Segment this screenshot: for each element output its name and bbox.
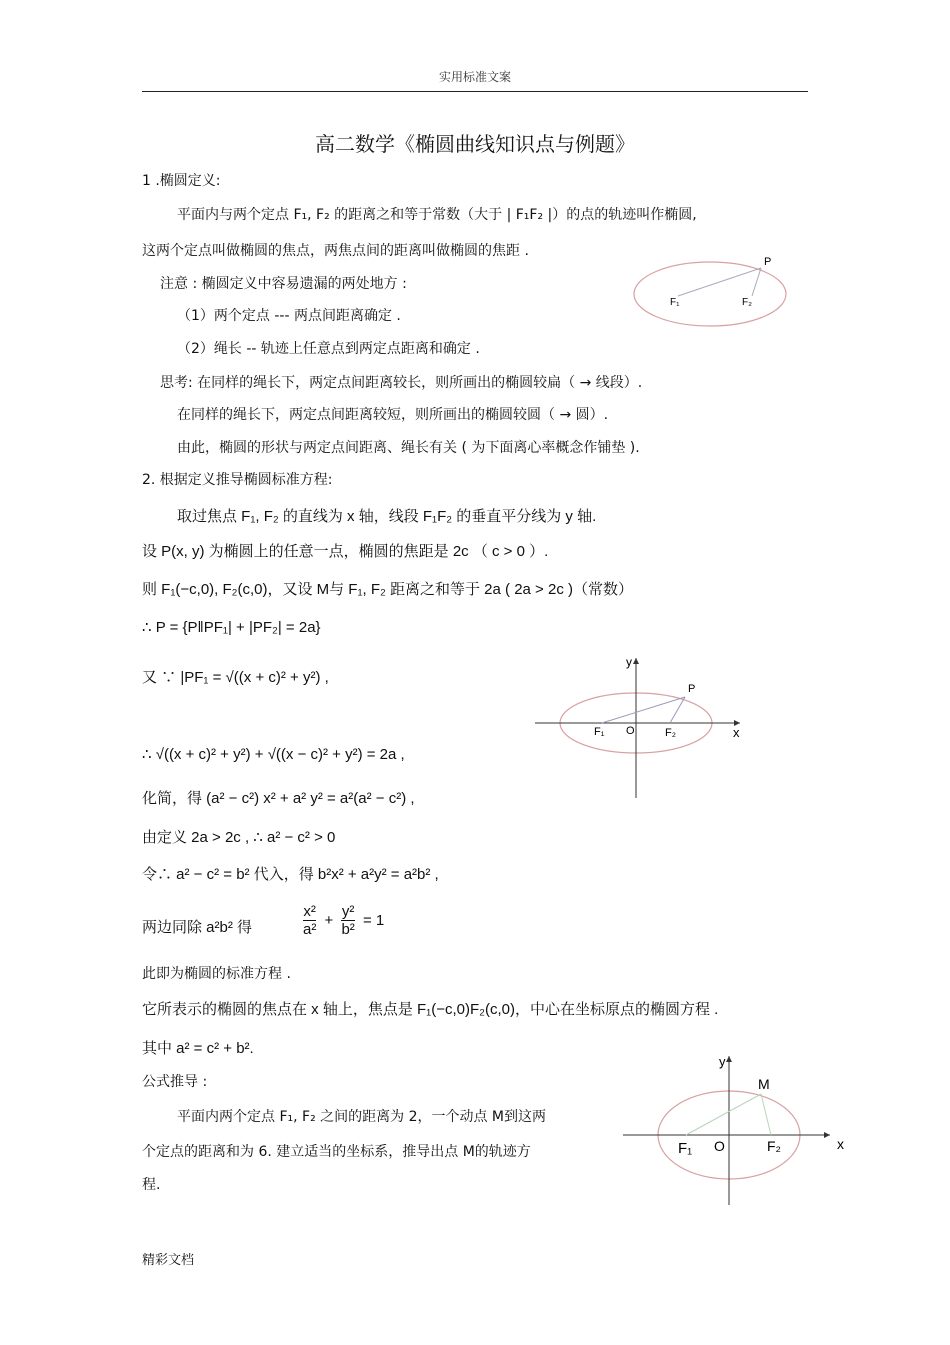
y-axis-label: y xyxy=(626,655,632,669)
document-title: 高二数学《椭圆曲线知识点与例题》 xyxy=(315,132,635,156)
simplified-equation: 化简，得 (a² − c²) x² + a² y² = a²(a² − c²) , xyxy=(142,790,415,807)
definition-line-2: 这两个定点叫做椭圆的焦点，两焦点间的距离叫做椭圆的焦距 . xyxy=(142,243,529,259)
example-line-2: 个定点的距离和为 6. 建立适当的坐标系，推导出点 M的轨迹方 xyxy=(142,1144,531,1160)
positivity-condition: 由定义 2a > 2c , ∴ a² − c² > 0 xyxy=(142,829,336,846)
page-header: 实用标准文案 xyxy=(438,70,511,84)
derivation-line-2: 设 P(x, y) 为椭圆上的任意一点，椭圆的焦距是 2c （ c > 0 ）. xyxy=(142,543,549,560)
definition-line-1: 平面内与两个定点 F₁, F₂ 的距离之和等于常数（大于 | F₁F₂ |）的点的轨迹叫作椭圆, xyxy=(177,207,697,223)
relation-abc: 其中 a² = c² + b². xyxy=(142,1040,254,1057)
page-footer: 精彩文档 xyxy=(142,1253,195,1268)
origin-label: O xyxy=(626,725,635,737)
think-line-1: 思考: 在同样的绳长下，两定点间距离较长，则所画出的椭圆较扁（ → 线段）. xyxy=(160,375,643,391)
x-axis-label: x xyxy=(837,1136,844,1152)
think-line-3: 由此，椭圆的形状与两定点间距离、绳长有关 ( 为下面离心率概念作铺垫 ). xyxy=(177,440,640,456)
note-item-2: （2）绳长 -- 轨迹上任意点到两定点距离和确定 . xyxy=(177,341,480,357)
substitution-line: 令∴ a² − c² = b² 代入，得 b²x² + a²y² = a²b² , xyxy=(142,866,439,883)
point-m-label: M xyxy=(758,1076,770,1092)
focus-f1-label: F₁ xyxy=(670,297,680,308)
fraction-num-2: y² xyxy=(341,903,355,920)
standard-equation-note: 此即为椭圆的标准方程 . xyxy=(142,966,291,982)
fraction-den-2: b² xyxy=(341,921,355,938)
focus-f2-label: F₂ xyxy=(742,297,752,308)
section-1-heading: 1 .椭圆定义: xyxy=(142,173,221,189)
point-p-label: P xyxy=(764,256,772,268)
foci-description: 它所表示的椭圆的焦点在 x 轴上，焦点是 F₁(−c,0)F₂(c,0)，中心在坐标原点的椭圆方程 . xyxy=(142,1001,719,1018)
point-p-label: P xyxy=(688,683,696,695)
derivation-line-3: 则 F₁(−c,0), F₂(c,0)，又设 M与 F₁, F₂ 距离之和等于 2a ( 2a > 2c )（常数） xyxy=(142,581,633,598)
distance-formula: 又 ∵ |PF₁ = √((x + c)² + y²) , xyxy=(142,669,329,686)
y-axis-label: y xyxy=(719,1054,726,1069)
focus-line-2 xyxy=(752,268,761,296)
derivation-line-1: 取过焦点 F₁, F₂ 的直线为 x 轴，线段 F₁F₂ 的垂直平分线为 y 轴. xyxy=(177,508,597,525)
example-line-3: 程. xyxy=(142,1177,161,1193)
ellipse-figure-3 xyxy=(618,1050,850,1210)
focus-f1-label: F₁ xyxy=(594,726,605,738)
x-axis-label: x xyxy=(733,725,740,740)
focus-line-1 xyxy=(678,268,761,296)
standard-equation xyxy=(303,903,384,938)
focus-f1-label: F₁ xyxy=(678,1140,693,1157)
divide-line: 两边同除 a²b² 得 xyxy=(142,919,253,936)
ellipse-outline xyxy=(634,262,786,326)
think-line-2: 在同样的绳长下，两定点间距离较短，则所画出的椭圆较圆（ → 圆）. xyxy=(177,407,609,423)
set-definition: ∴ P = {P‖PF₁| + |PF₂| = 2a} xyxy=(142,619,321,636)
sum-equation: ∴ √((x + c)² + y²) + √((x − c)² + y²) = 2a , xyxy=(142,746,405,763)
focus-f2-label: F₂ xyxy=(665,727,676,739)
origin-label: O xyxy=(714,1138,725,1154)
focus-f2-label: F₂ xyxy=(767,1138,781,1154)
focus-line-2 xyxy=(761,1094,771,1135)
fraction-den-1: a² xyxy=(303,921,317,938)
note-heading: 注意 : 椭圆定义中容易遗漏的两处地方 : xyxy=(160,276,407,292)
note-item-1: （1）两个定点 --- 两点间距离确定 . xyxy=(177,308,401,324)
fraction-num-1: x² xyxy=(303,903,316,920)
fraction-rhs: = 1 xyxy=(362,912,385,929)
example-line-1: 平面内两个定点 F₁, F₂ 之间的距离为 2，一个动点 M到这两 xyxy=(177,1109,547,1125)
header-rule xyxy=(142,91,808,92)
fraction-plus: + xyxy=(324,912,334,929)
formula-derivation-heading: 公式推导 : xyxy=(142,1074,208,1090)
ellipse-figure-2 xyxy=(530,650,765,805)
ellipse-figure-1 xyxy=(628,252,798,332)
focus-line-1 xyxy=(686,1094,761,1135)
section-2-heading: 2. 根据定义推导椭圆标准方程: xyxy=(142,472,333,488)
